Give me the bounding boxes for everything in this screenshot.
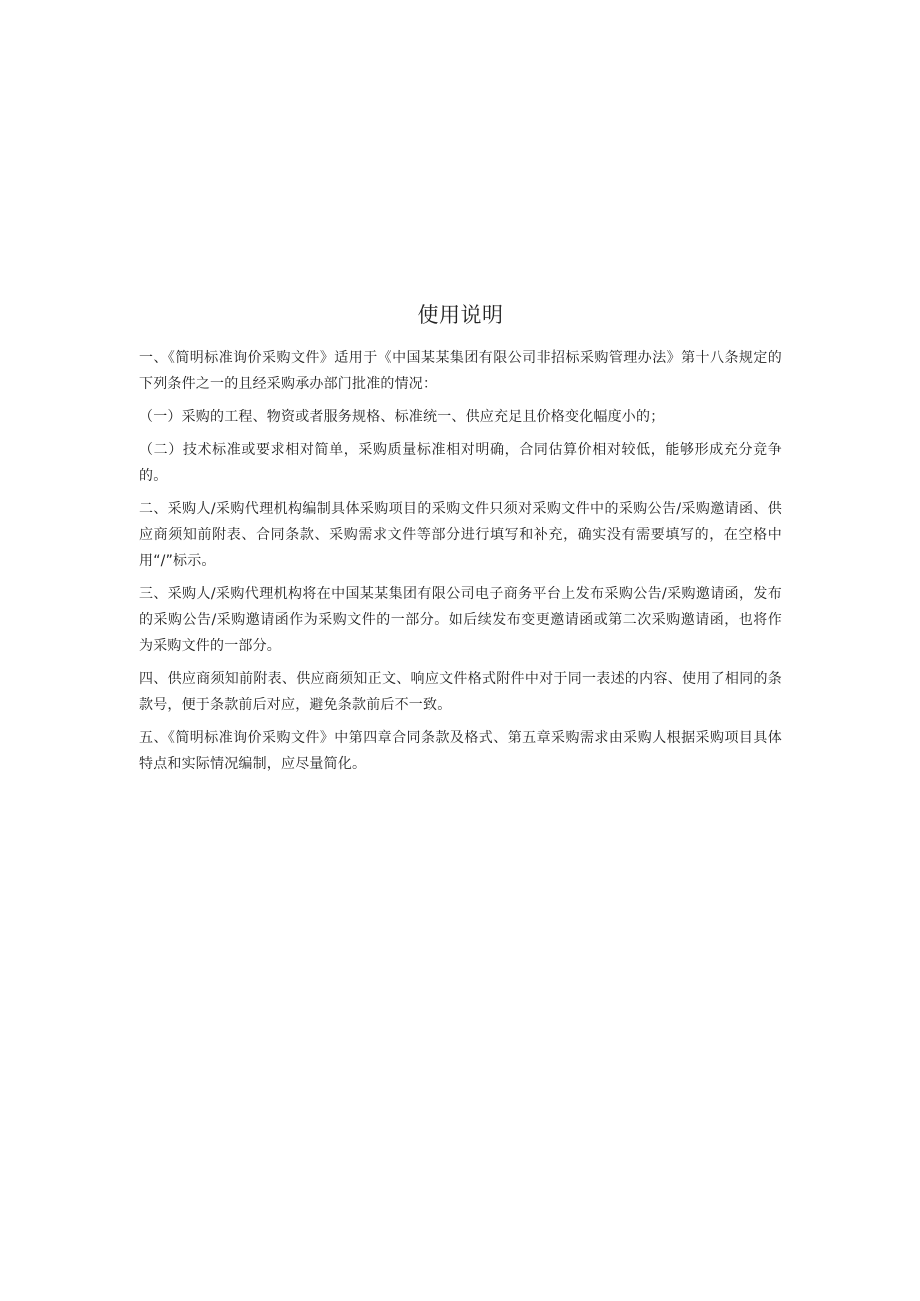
paragraph-5: 五、《简明标准询价采购文件》中第四章合同条款及格式、第五章采购需求由采购人根据采购项目具体特点和实际情况编制，应尽量简化。 [139,730,782,772]
paragraph-4: 四、供应商须知前附表、供应商须知正文、响应文件格式附件中对于同一表述的内容、使用了相同的条款号，便于条款前后对应，避免条款前后不一致。 [139,671,782,713]
paragraph-3: 三、采购人/采购代理机构将在中国某某集团有限公司电子商务平台上发布采购公告/采购邀请函，发布的采购公告/采购邀请函作为采购文件的一部分。如后续发布变更邀请函或第二次采购邀请函，也将作为采购文件的一部分。 [139,586,782,654]
page-title: 使用说明 [417,303,504,327]
paragraph-1-item-1: （一）采购的工程、物资或者服务规格、标准统一、供应充足且价格变化幅度小的； [139,409,665,425]
paragraph-1-item-2: （二）技术标准或要求相对简单，采购质量标准相对明确，合同估算价相对较低，能够形成充分竞争的。 [139,442,782,484]
paragraph-2: 二、采购人/采购代理机构编制具体采购项目的采购文件只须对采购文件中的采购公告/采购邀请函、供应商须知前附表、合同条款、采购需求文件等部分进行填写和补充，确实没有需要填写的，在空格中用“/”标示。 [139,501,782,569]
document-body [139,299,782,784]
paragraph-1: 一、《简明标准询价采购文件》适用于《中国某某集团有限公司非招标采购管理办法》第十八条规定的下列条件之一的且经采购承办部门批准的情况： [139,350,782,392]
